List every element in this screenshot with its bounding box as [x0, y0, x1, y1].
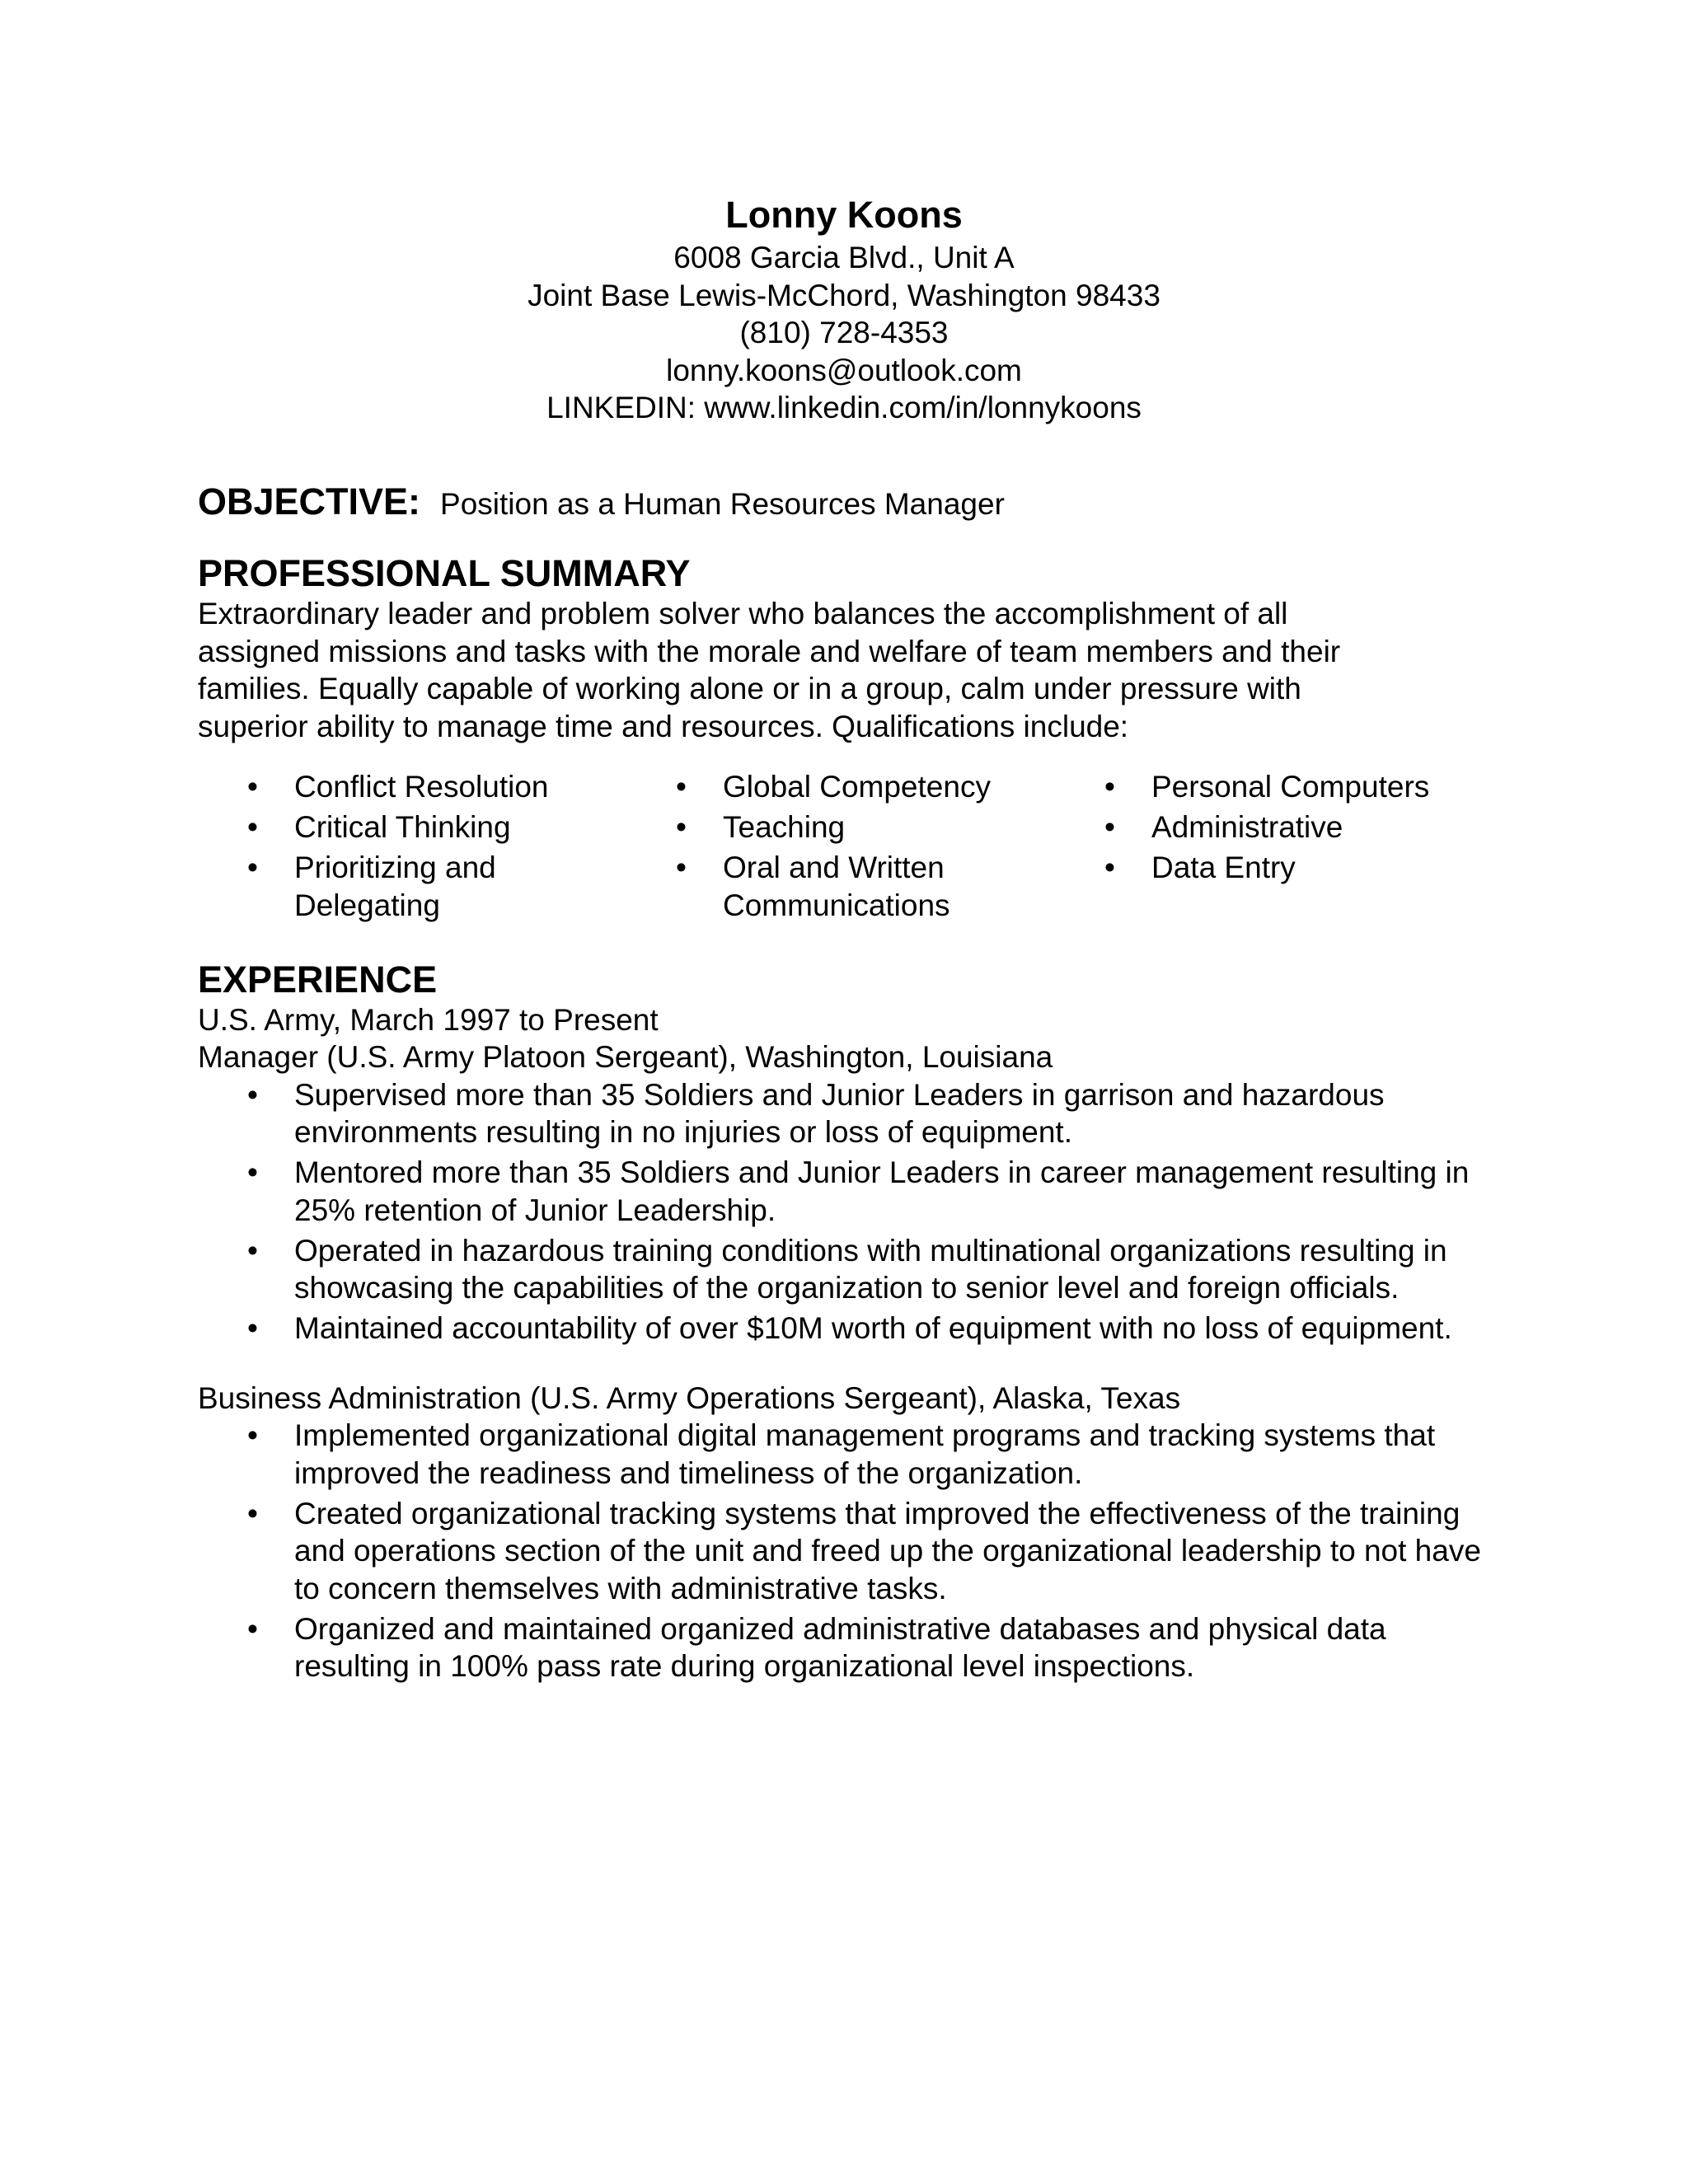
experience-heading: EXPERIENCE	[198, 958, 438, 1001]
summary-heading: PROFESSIONAL SUMMARY	[198, 552, 691, 594]
qualification-item: • Personal Computers	[1055, 768, 1484, 806]
job-bullet: • Supervised more than 35 Soldiers and Junior Leaders in garrison and hazardous environments resulting in no injuries or loss of equipment.	[198, 1076, 1500, 1151]
job-entry	[198, 1038, 1500, 1347]
qualification-item: • Global Competency	[626, 768, 1055, 806]
qualification-item: • Conflict Resolution	[198, 768, 626, 806]
job-bullet: • Operated in hazardous training conditions with multinational organizations resulting in showcasing the capabilities of the organization to senior level and foreign officials.	[198, 1232, 1500, 1307]
phone-number: (810) 728-4353	[739, 316, 949, 349]
address-line-2: Joint Base Lewis-McChord, Washington 98433	[528, 278, 1160, 312]
summary-line: families. Equally capable of working alone or in a group, calm under pressure with	[198, 672, 1301, 705]
qualifications-column	[1055, 768, 1484, 927]
email-address: lonny.koons@outlook.com	[666, 353, 1022, 387]
objective-text: Position as a Human Resources Manager	[440, 487, 1005, 521]
summary-line: Extraordinary leader and problem solver who balances the accomplishment of all	[198, 597, 1288, 630]
candidate-name: Lonny Koons	[725, 194, 963, 236]
summary-line: assigned missions and tasks with the morale and welfare of team members and their	[198, 634, 1341, 668]
qualification-item: • Oral and Written Communications	[626, 849, 1055, 924]
summary-line: superior ability to manage time and resources. Qualifications include:	[198, 709, 1129, 743]
job-bullet: • Mentored more than 35 Soldiers and Junior Leaders in career management resulting in 25% retention of Junior Leadership.	[198, 1154, 1500, 1229]
qualifications-column	[626, 768, 1055, 927]
qualifications-column	[198, 768, 626, 927]
qualification-item: • Critical Thinking	[198, 808, 626, 846]
qualification-item: • Data Entry	[1055, 849, 1484, 887]
job-entry	[198, 1380, 1500, 1685]
job-title: Business Administration (U.S. Army Operations Sergeant), Alaska, Texas	[198, 1380, 1181, 1415]
qualification-item: • Teaching	[626, 808, 1055, 846]
linkedin-url: LINKEDIN: www.linkedin.com/in/lonnykoons	[546, 391, 1142, 424]
employer-line: U.S. Army, March 1997 to Present	[198, 1002, 659, 1037]
objective-section	[198, 476, 1500, 527]
resume-body	[198, 476, 1500, 1688]
job-bullet: • Implemented organizational digital management programs and tracking systems that improved the readiness and timeliness of the organization.	[198, 1417, 1500, 1492]
address-line-1: 6008 Garcia Blvd., Unit A	[673, 241, 1015, 274]
objective-heading: OBJECTIVE:	[198, 480, 421, 523]
job-bullet: • Organized and maintained organized administrative databases and physical data resulting in 100% pass rate during organizational level inspections.	[198, 1610, 1500, 1685]
job-bullet: • Maintained accountability of over $10M worth of equipment with no loss of equipment.	[198, 1310, 1500, 1347]
qualification-item: • Administrative	[1055, 808, 1484, 846]
job-title: Manager (U.S. Army Platoon Sergeant), Washington, Louisiana	[198, 1040, 1053, 1074]
summary-paragraph	[198, 595, 1500, 745]
job-bullet: • Created organizational tracking systems that improved the effectiveness of the training and operations section of the unit and freed up the organizational leadership to not have to concern themselves with administrative tasks.	[198, 1495, 1500, 1608]
qualification-item: • Prioritizing and Delegating	[198, 849, 626, 924]
contact-header	[0, 191, 1688, 427]
qualifications-list	[198, 768, 1500, 927]
